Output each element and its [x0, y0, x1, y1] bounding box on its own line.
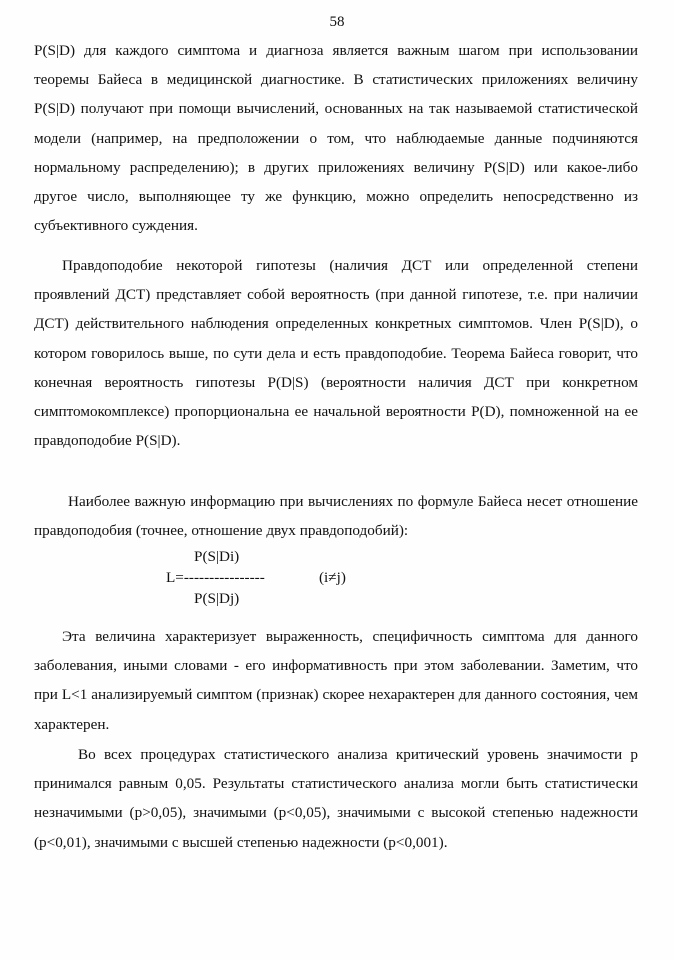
paragraph-1-text: P(S|D) для каждого симптома и диагноза является важным шагом при использовании теоремы Байеса в медицинской диагностике. В статистических приложениях величину P(S|D) получают при помощи вычислений, основанных на так называемой статистической модели (например, на предположении о том, что наблюдаемые данные подчиняются нормальному распределению); в других приложениях величину P(S|D) или какое-либо другое число, выполняющее ту же функцию, можно определить непосредственно из субъективного суждения.: [34, 42, 638, 235]
formula-denominator: P(S|Dj): [194, 590, 240, 607]
paragraph-5-text: Во всех процедурах статистического анализа критический уровень значимости р принимался равным 0,05. Результаты статистического анализа могли быть статистически незначимыми (p>0,05), значимыми (p<0,05), значимыми с высокой степенью надежности (p<0,01), значимыми с высшей степенью надежности (p<0,001).: [34, 746, 638, 851]
formula-fraction-line: L=----------------: [166, 569, 265, 586]
paragraph-4: [34, 622, 638, 739]
paragraph-3-text: Наиболее важную информацию при вычислениях по формуле Байеса несет отношение правдоподобия (точнее, отношение двух правдоподобий):: [34, 493, 638, 540]
paragraph-3: [34, 487, 638, 545]
likelihood-ratio-formula: [0, 548, 674, 614]
paragraph-2-text: Правдоподобие некоторой гипотезы (наличия ДСТ или определенной степени проявлений ДСТ) представляет собой вероятность (при данной гипотезе, т.е. при наличии ДСТ) действительного наблюдения определенных конкретных симптомов. Член P(S|D), о котором говорилось выше, по сути дела и есть правдоподобие. Теорема Байеса говорит, что конечная вероятность гипотезы P(D|S) (вероятности наличия ДСТ при конкретном симптомокомплексе) пропорциональна ее начальной вероятности P(D), помноженной на ее правдоподобие P(S|D).: [34, 257, 638, 450]
paragraph-4-text: Эта величина характеризует выраженность, специфичность симптома для данного заболевания, иными словами - его информативность при этом заболевании. Заметим, что при L<1 анализируемый симптом (признак) скорее нехарактерен для данного состояния, чем характерен.: [34, 628, 638, 733]
formula-condition: (i≠j): [319, 569, 346, 586]
paragraph-1: [34, 36, 638, 240]
page-number: 58: [329, 14, 345, 30]
formula-numerator: P(S|Di): [194, 548, 240, 565]
paragraph-5: [34, 740, 638, 857]
paragraph-2: [34, 251, 638, 455]
